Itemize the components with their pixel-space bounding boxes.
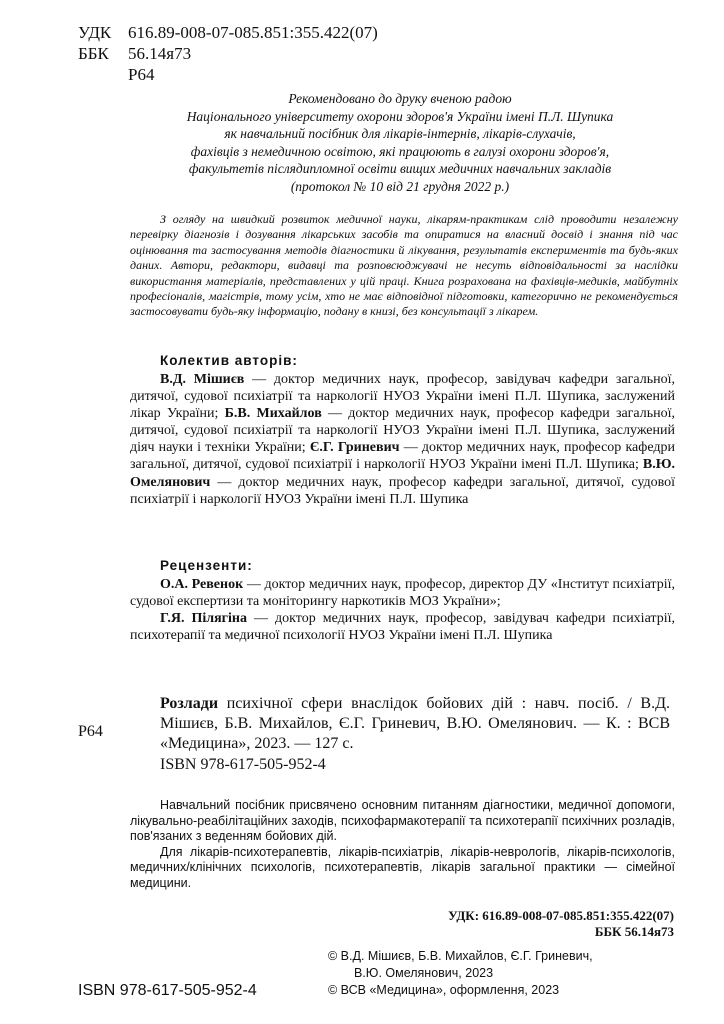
reviewer-entry — [130, 610, 675, 644]
copyright-line: В.Ю. Омелянович, 2023 — [354, 966, 494, 981]
authors-list — [130, 371, 675, 508]
book-isbn: ISBN 978-617-505-952-4 — [160, 755, 326, 773]
recommendation-line: Рекомендовано до друку вченою радою — [288, 91, 512, 106]
footer-bbk: ББК 56.14я73 — [594, 924, 674, 939]
author-name: В.Д. Мішиєв — [160, 372, 245, 387]
annotation-paragraph: Навчальний посібник присвячено основним питанням діагностики, медичної допомоги, лікувально-реабілітаційних заходів, психофармакотерапії та психотерапії психічних розладів, пов'язаних з веденням бойових дій. — [130, 798, 675, 844]
bibliographic-description — [160, 694, 670, 775]
annotation-block — [130, 798, 675, 892]
bbk-label: ББК — [78, 44, 109, 63]
udk-row — [78, 22, 378, 43]
footer-udk: УДК: 616.89-008-07-085.851:355.422(07) — [448, 908, 674, 923]
author-mark-row — [78, 64, 378, 85]
book-title-word: Розлади — [160, 695, 219, 712]
reviewers-heading: Рецензенти: — [160, 558, 253, 573]
disclaimer-text: З огляду на швидкий розвиток медичної науки, лікарям-практикам слід проводити незалежну перевірку діагнозів і дозування лікарських засобів та опиратися на власний досвід і знання під час оцінювання та застосування методів діагностики й лікування, результатів експериментів та будь-яких даних. Автори, редактори, видавці та розповсюджувачі не несуть відповідальності за наслідки використання матеріалів, представлених у цій праці. Книга розрахована на фахівців-медиків, майбутніх професіоналів, магістрів, тому усім, хто не має відповідної підготовки, категорично не рекомендується застосовувати будь-яку інформацію, подану в книзі, без консультації з лікарем. — [130, 212, 678, 319]
recommendation-line: Національного університету охорони здоров'я України імені П.Л. Шупика — [186, 108, 614, 124]
annotation-paragraph: Для лікарів-психотерапевтів, лікарів-психіатрів, лікарів-неврологів, лікарів-психологів, медичних/клінічних психологів, психотерапевтів, лікарів загальної практики — сімейної медицини. — [130, 844, 675, 890]
disclaimer-paragraph — [130, 212, 678, 320]
recommendation-line: фахівців з немедичною освітою, які працюють в галузі охорони здоров'я, — [190, 143, 610, 159]
author-description: — доктор медичних наук, професор кафедри загальної, дитячої, судової психіатрії та наркології НУОЗ України імені П.Л. Шупика, заслужений діяч науки і техніки України; — [130, 406, 676, 456]
authors-heading: Колектив авторів: — [160, 353, 298, 368]
author-name: Б.В. Михайлов — [224, 406, 322, 422]
reviewers-list — [130, 576, 675, 644]
recommendation-block — [100, 90, 700, 196]
bbk-value: 56.14я73 — [128, 44, 192, 63]
copyright-block — [328, 948, 593, 1000]
reviewer-name: Г.Я. Пілягіна — [160, 611, 247, 627]
author-name: В.Ю. Омелянович — [130, 457, 675, 490]
author-description: — доктор медичних наук, професор кафедри загальної, дитячої, судової психіатрії і наркології НУОЗ України імені П.Л. Шупика — [130, 474, 675, 507]
copyright-line: © ВСВ «Медицина», оформлення, 2023 — [328, 983, 560, 998]
udk-value: 616.89-008-07-085.851:355.422(07) — [128, 23, 378, 42]
reviewer-description: — доктор медичних наук, професор, завідувач кафедри психіатрії, психотерапії та медичної психології НУОЗ України імені П.Л. Шупика — [130, 611, 675, 644]
recommendation-line: факультетів післядипломної освіти вищих медичних навчальних закладів — [188, 161, 612, 177]
classification-codes — [78, 22, 378, 85]
reviewer-entry — [130, 576, 675, 610]
author-description: — доктор медичних наук, професор, завідувач кафедри загальної, дитячої, судової психіатрії та наркології НУОЗ України імені П.Л. Шупика, заслужений лікар України; — [130, 372, 675, 422]
bbk-row — [78, 43, 378, 64]
udk-label: УДК — [78, 23, 112, 42]
recommendation-line: (протокол № 10 від 21 грудня 2022 р.) — [290, 178, 510, 194]
reviewer-name: О.А. Ревенок — [160, 577, 244, 592]
copyright-line: © В.Д. Мішиєв, Б.В. Михайлов, Є.Г. Гриневич, — [328, 949, 593, 963]
reviewer-description: — доктор медичних наук, професор, директор ДУ «Інститут психіатрії, судової експертизи та моніторингу наркотиків МОЗ України»; — [130, 577, 675, 610]
recommendation-line: як навчальний посібник для лікарів-інтернів, лікарів-слухачів, — [224, 126, 576, 142]
author-description: — доктор медичних наук, професор кафедри загальної, дитячої, судової психіатрії і наркології НУОЗ України імені П.Л. Шупика; — [130, 440, 675, 473]
isbn-bottom: ISBN 978-617-505-952-4 — [78, 982, 257, 999]
bibliographic-mark: Р64 — [78, 723, 103, 740]
author-name: Є.Г. Гриневич — [309, 440, 400, 456]
author-mark: Р64 — [128, 65, 155, 84]
book-description: психічної сфери внаслідок бойових дій : навч. посіб. / В.Д. Мішиєв, Б.В. Михайлов, Є.Г. Гриневич, В.Ю. Омелянович. — К. : ВСВ «Медицина», 2023. — 127 с. — [160, 695, 670, 753]
footer-codes — [448, 908, 674, 940]
